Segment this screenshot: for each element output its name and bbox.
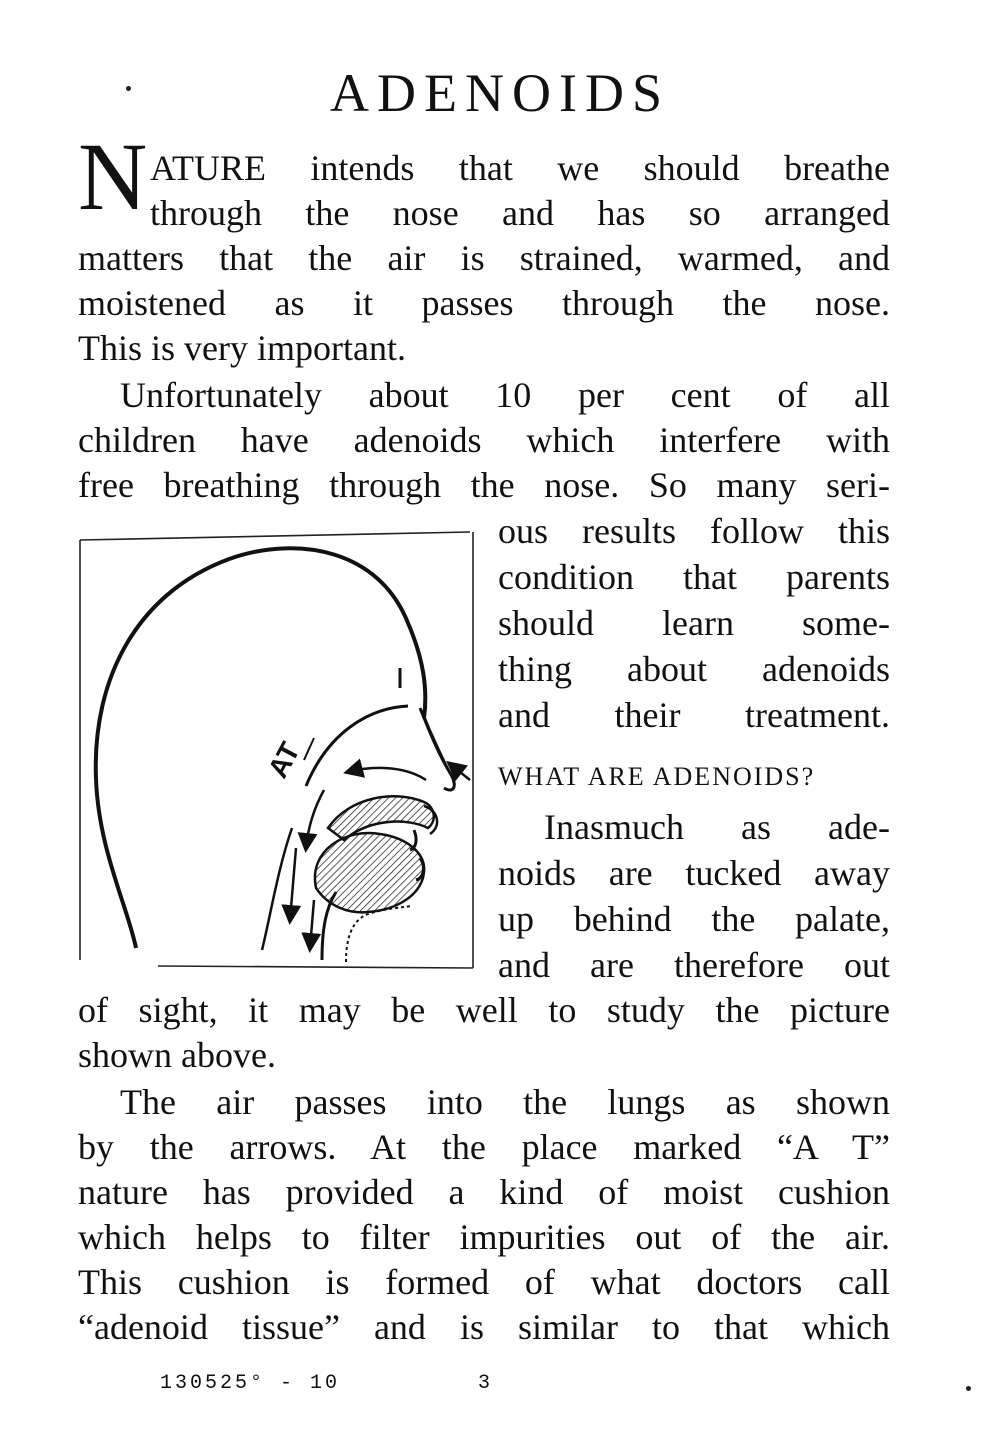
speck (966, 1386, 971, 1391)
paragraph-4-line: by the arrows. At the place marked “A T” (78, 1127, 890, 1167)
nose-outline (420, 708, 454, 790)
paragraph-2-line: Unfortunately about 10 per cent of all (120, 375, 890, 415)
paragraph-1-line: through the nose and has so arranged (150, 193, 890, 233)
paragraph-2-line: and their treatment. (498, 695, 890, 735)
paragraph-3-line: noids are tucked away (498, 853, 890, 893)
paragraph-1-line: ATURE intends that we should breathe (150, 148, 890, 188)
section-heading: WHAT ARE ADENOIDS? (498, 762, 816, 791)
page-title: ADENOIDS (330, 63, 670, 123)
paragraph-2-line: free breathing through the nose. So many seri- (78, 465, 890, 505)
head-diagram (78, 528, 480, 972)
print-code: 130525° - 10 (160, 1372, 341, 1395)
drop-cap: N (78, 123, 148, 230)
paragraph-3-line: of sight, it may be well to study the picture (78, 990, 890, 1030)
paragraph-2-line: ous results follow this (498, 511, 890, 551)
page-number: 3 (478, 1372, 494, 1395)
paragraph-3-line: up behind the palate, (498, 899, 890, 939)
paragraph-4-line: The air passes into the lungs as shown (120, 1082, 890, 1122)
paragraph-1-line: matters that the air is strained, warmed, and (78, 238, 890, 278)
paragraph-2-line: condition that parents (498, 557, 890, 597)
paragraph-4-line: This cushion is formed of what doctors call (78, 1262, 890, 1302)
paragraph-4-line: nature has provided a kind of moist cushion (78, 1172, 890, 1212)
nasal-passage (306, 706, 408, 786)
paragraph-4-line: which helps to filter impurities out of the air. (78, 1217, 890, 1257)
paragraph-2-line: should learn some- (498, 603, 890, 643)
paragraph-3-line: and are therefore out (498, 945, 890, 985)
paragraph-2-line: children have adenoids which interfere with (78, 420, 890, 460)
figure-label-at: AT (261, 737, 306, 783)
paragraph-4-line: “adenoid tissue” and is similar to that which (78, 1307, 890, 1347)
paragraph-3-line: shown above. (78, 1035, 276, 1075)
paragraph-3-line: Inasmuch as ade- (544, 807, 890, 847)
paragraph-1-line: moistened as it passes through the nose. (78, 283, 890, 323)
paragraph-2-line: thing about adenoids (498, 649, 890, 689)
paragraph-1-line: This is very important. (78, 328, 406, 368)
